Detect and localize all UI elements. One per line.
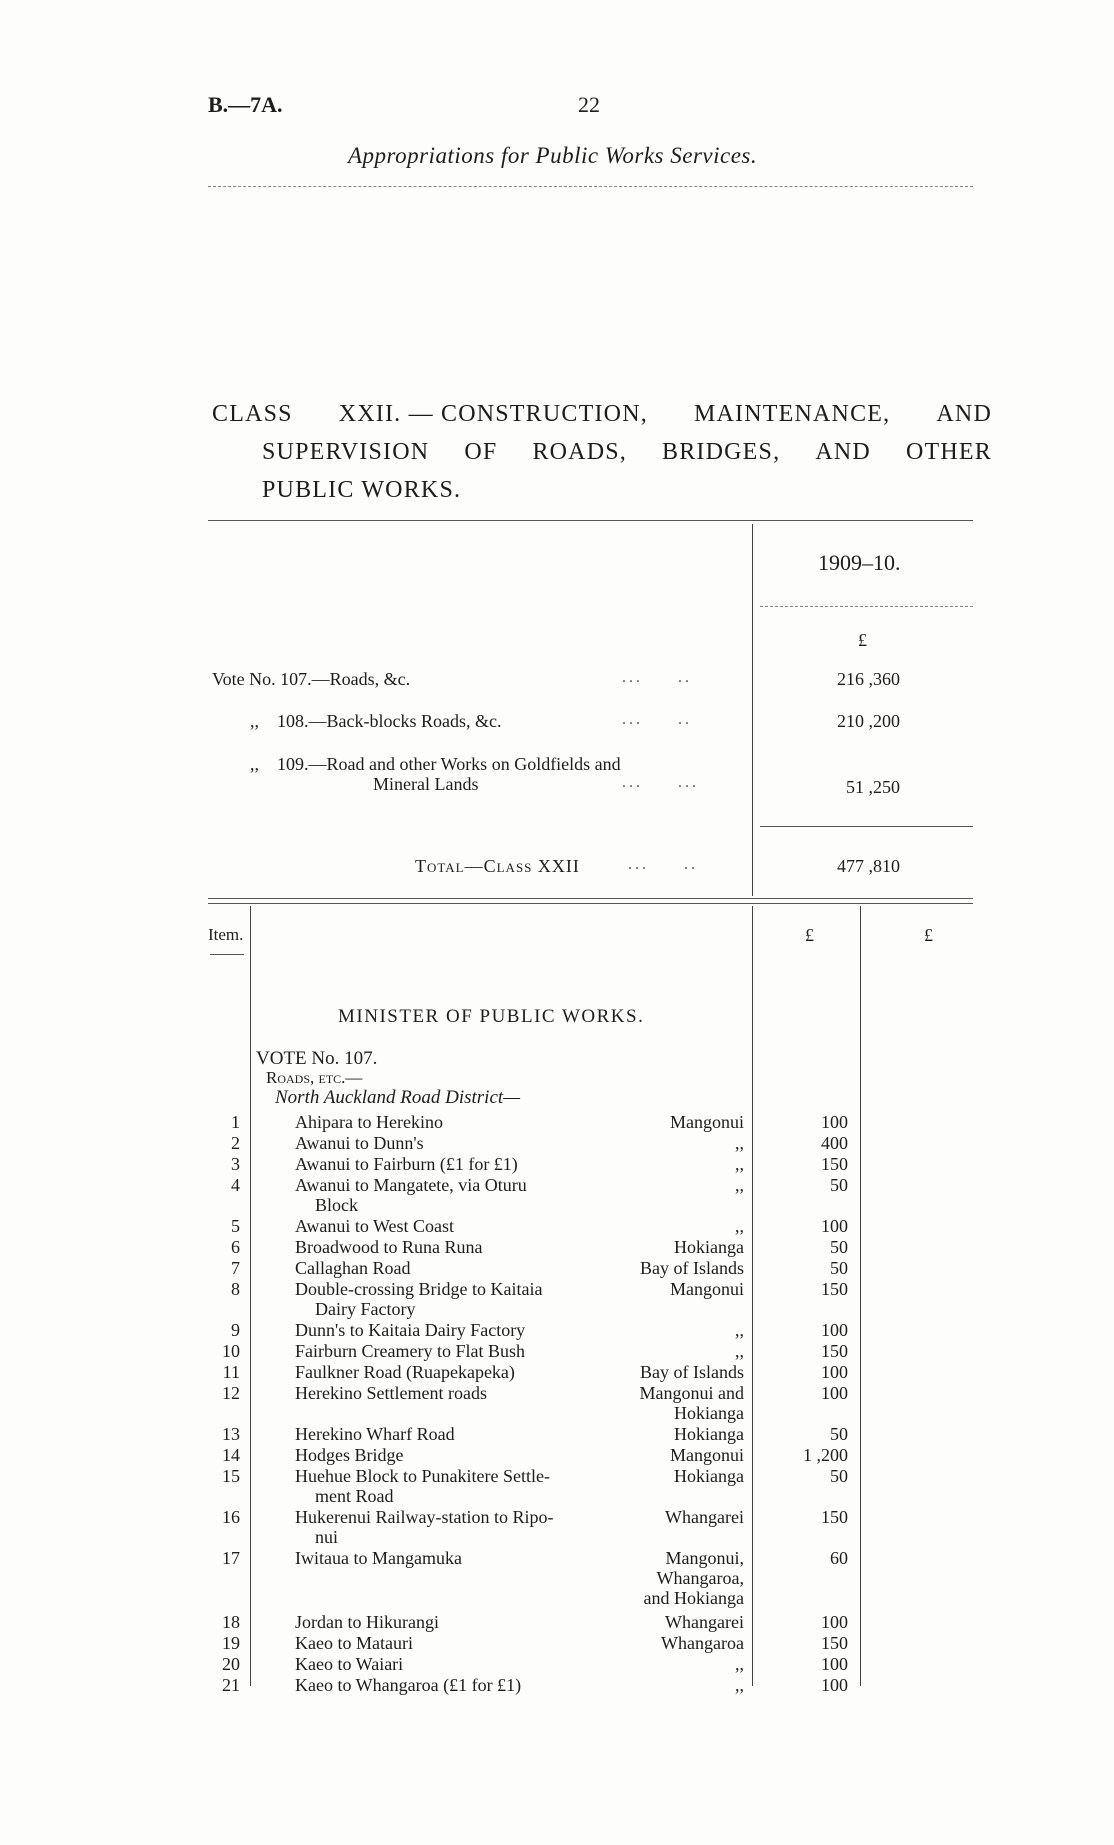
leader-dots: ... .. bbox=[622, 669, 692, 686]
item-district-line: Mangonui bbox=[670, 1112, 744, 1132]
vote-109-line bbox=[250, 754, 621, 775]
total-amount: 477 ,810 bbox=[837, 856, 900, 876]
vote-108-line bbox=[250, 711, 501, 732]
item-amount: 150 bbox=[821, 1341, 848, 1361]
item-amount: 150 bbox=[821, 1279, 848, 1299]
item-district-line: ,, bbox=[735, 1675, 744, 1695]
page-number: 22 bbox=[578, 92, 600, 117]
item-description bbox=[295, 1633, 607, 1653]
item-description-text: Herekino Settlement roads bbox=[295, 1383, 487, 1403]
header-rule bbox=[208, 186, 973, 187]
item-district bbox=[600, 1507, 744, 1527]
item-number: 15 bbox=[222, 1466, 240, 1486]
item-number: 8 bbox=[231, 1279, 240, 1299]
item-district-line: ,, bbox=[735, 1320, 744, 1340]
item-number: 4 bbox=[231, 1175, 240, 1195]
item-description bbox=[295, 1112, 607, 1132]
page-title: Appropriations for Public Works Services. bbox=[348, 143, 758, 168]
heading-word: OF bbox=[464, 439, 498, 465]
heading-word: XXII. — CONSTRUCTION, bbox=[338, 401, 648, 427]
item-description-text: Herekino Wharf Road bbox=[295, 1424, 455, 1444]
minister-heading: MINISTER OF PUBLIC WORKS. bbox=[338, 1006, 645, 1027]
item-district bbox=[600, 1258, 744, 1278]
total-label: Total—Class XXII bbox=[415, 856, 580, 876]
item-description-text: Iwitaua to Mangamuka bbox=[295, 1548, 462, 1568]
vote-prefix: ,, bbox=[250, 711, 259, 731]
item-number: 6 bbox=[231, 1237, 240, 1257]
class-heading bbox=[212, 395, 992, 509]
item-amount: 100 bbox=[821, 1675, 848, 1695]
heading-word: CLASS bbox=[212, 401, 293, 427]
summary-year: 1909–10. bbox=[818, 550, 901, 575]
item-number: 16 bbox=[222, 1507, 240, 1527]
item-description bbox=[295, 1258, 607, 1278]
item-description bbox=[295, 1548, 607, 1568]
item-description-text: Awanui to Fairburn (£1 for £1) bbox=[295, 1154, 518, 1174]
item-description bbox=[295, 1654, 607, 1674]
vote-number: 109. bbox=[277, 754, 309, 774]
item-amount: 150 bbox=[821, 1633, 848, 1653]
item-header-underline bbox=[210, 954, 244, 955]
item-amount: 100 bbox=[821, 1612, 848, 1632]
item-number: 5 bbox=[231, 1216, 240, 1236]
vote-number: 108. bbox=[277, 711, 309, 731]
item-description bbox=[295, 1445, 607, 1465]
item-number: 18 bbox=[222, 1612, 240, 1632]
leader-dots: ... .. bbox=[628, 856, 698, 873]
item-description bbox=[295, 1133, 607, 1153]
item-district-line: ,, bbox=[735, 1216, 744, 1236]
vote-label: —Back-blocks Roads, &c. bbox=[308, 711, 502, 731]
item-amount: 100 bbox=[821, 1216, 848, 1236]
heading-word: SUPERVISION bbox=[262, 439, 430, 465]
item-amount: 50 bbox=[830, 1466, 848, 1486]
item-district-line: ,, bbox=[735, 1154, 744, 1174]
item-number: 2 bbox=[231, 1133, 240, 1153]
item-district bbox=[600, 1612, 744, 1632]
item-district-line: Whangaroa bbox=[661, 1633, 744, 1653]
heading-word: ROADS, bbox=[532, 439, 627, 465]
item-district bbox=[600, 1341, 744, 1361]
item-district bbox=[600, 1279, 744, 1299]
item-number: 20 bbox=[222, 1654, 240, 1674]
item-description-text: Awanui to Dunn's bbox=[295, 1133, 424, 1153]
item-district-line: ,, bbox=[735, 1654, 744, 1674]
item-number: 21 bbox=[222, 1675, 240, 1695]
vote-109-amount: 51 ,250 bbox=[846, 777, 900, 797]
item-description-text: Hukerenui Railway-station to Ripo- bbox=[295, 1507, 554, 1527]
vote-107-amount: 216 ,360 bbox=[837, 669, 900, 689]
item-number: 9 bbox=[231, 1320, 240, 1340]
document-reference: B.—7A. bbox=[208, 92, 283, 117]
class-heading-line-3: PUBLIC WORKS. bbox=[262, 477, 462, 503]
item-amount: 100 bbox=[821, 1654, 848, 1674]
item-amount: 50 bbox=[830, 1258, 848, 1278]
item-description-text: Kaeo to Whangaroa (£1 for £1) bbox=[295, 1675, 522, 1695]
item-amount: 60 bbox=[830, 1548, 848, 1568]
item-description-text: Dunn's to Kaitaia Dairy Factory bbox=[295, 1320, 526, 1340]
item-description bbox=[295, 1424, 607, 1444]
item-district-line: Bay of Islands bbox=[640, 1258, 744, 1278]
summary-currency: £ bbox=[858, 630, 867, 650]
leader-dots: ... ... bbox=[622, 774, 699, 791]
item-amount: 50 bbox=[830, 1237, 848, 1257]
vote-107-line bbox=[212, 669, 410, 690]
amount-column-divider bbox=[752, 906, 753, 1686]
class-heading-line-1 bbox=[212, 395, 992, 433]
item-district bbox=[600, 1445, 744, 1465]
item-district-line: Whangaroa, bbox=[656, 1568, 744, 1588]
heading-word: BRIDGES, bbox=[662, 439, 781, 465]
item-district bbox=[600, 1237, 744, 1257]
vote-number: 107. bbox=[280, 669, 312, 689]
item-district-line: Hokianga bbox=[674, 1237, 744, 1257]
item-description bbox=[295, 1154, 607, 1174]
item-district bbox=[600, 1466, 744, 1486]
item-description bbox=[295, 1341, 607, 1361]
item-column-divider bbox=[250, 906, 251, 1686]
item-district bbox=[600, 1175, 744, 1195]
heading-word: AND bbox=[936, 401, 992, 427]
item-district-line: Bay of Islands bbox=[640, 1362, 744, 1382]
item-description-text: Hodges Bridge bbox=[295, 1445, 404, 1465]
item-district bbox=[600, 1216, 744, 1236]
item-number: 11 bbox=[222, 1362, 240, 1382]
item-description-text: Double-crossing Bridge to Kaitaia bbox=[295, 1279, 543, 1299]
item-number: 10 bbox=[222, 1341, 240, 1361]
item-description bbox=[295, 1362, 607, 1382]
item-district bbox=[600, 1362, 744, 1382]
district-heading: North Auckland Road District— bbox=[275, 1087, 521, 1108]
item-number: 12 bbox=[222, 1383, 240, 1403]
vote-prefix: ,, bbox=[250, 754, 259, 774]
heading-word: AND bbox=[815, 439, 871, 465]
heading-word: OTHER bbox=[905, 439, 992, 465]
item-amount: 100 bbox=[821, 1112, 848, 1132]
item-description bbox=[295, 1383, 607, 1403]
item-district-line: Hokianga bbox=[674, 1403, 744, 1423]
item-district bbox=[600, 1112, 744, 1132]
class-heading-line-2 bbox=[212, 433, 992, 471]
item-description-text: Kaeo to Waiari bbox=[295, 1654, 404, 1674]
item-district-line: ,, bbox=[735, 1341, 744, 1361]
item-number: 17 bbox=[222, 1548, 240, 1568]
item-description bbox=[295, 1507, 607, 1547]
summary-top-rule bbox=[208, 520, 973, 521]
vote-108-amount: 210 ,200 bbox=[837, 711, 900, 731]
item-description-text: Kaeo to Matauri bbox=[295, 1633, 413, 1653]
total-column-divider bbox=[860, 906, 861, 1686]
item-number: 3 bbox=[231, 1154, 240, 1174]
vote-label: —Roads, &c. bbox=[311, 669, 411, 689]
item-description-text: Jordan to Hikurangi bbox=[295, 1612, 439, 1632]
item-district bbox=[600, 1633, 744, 1653]
item-description-text: Awanui to West Coast bbox=[295, 1216, 455, 1236]
item-description-text: Broadwood to Runa Runa bbox=[295, 1237, 483, 1257]
item-description-continuation: nui bbox=[315, 1527, 339, 1547]
item-amount: 50 bbox=[830, 1424, 848, 1444]
item-number: 1 bbox=[231, 1112, 240, 1132]
item-district-line: Whangarei bbox=[665, 1612, 744, 1632]
item-amount: 150 bbox=[821, 1507, 848, 1527]
item-district bbox=[600, 1675, 744, 1695]
item-district bbox=[600, 1154, 744, 1174]
year-underline bbox=[760, 606, 973, 607]
roads-heading: Roads, etc.— bbox=[266, 1068, 363, 1087]
item-district-line: Hokianga bbox=[674, 1466, 744, 1486]
vote-prefix: Vote No. bbox=[212, 669, 276, 689]
summary-column-divider bbox=[752, 524, 753, 896]
item-amount: 100 bbox=[821, 1383, 848, 1403]
item-district-line: ,, bbox=[735, 1175, 744, 1195]
item-number: 7 bbox=[231, 1258, 240, 1278]
item-district-line: Mangonui bbox=[670, 1445, 744, 1465]
item-district-line: Mangonui, bbox=[665, 1548, 744, 1568]
item-description-continuation: Dairy Factory bbox=[315, 1299, 416, 1319]
item-description bbox=[295, 1216, 607, 1236]
total-currency: £ bbox=[924, 925, 933, 945]
item-amount: 50 bbox=[830, 1175, 848, 1195]
item-amount: 100 bbox=[821, 1320, 848, 1340]
item-description-text: Fairburn Creamery to Flat Bush bbox=[295, 1341, 525, 1361]
item-district-line: Mangonui bbox=[670, 1279, 744, 1299]
item-district-line: and Hokianga bbox=[643, 1588, 744, 1608]
total-rule bbox=[760, 826, 973, 827]
item-number: 14 bbox=[222, 1445, 240, 1465]
item-description-continuation: ment Road bbox=[315, 1486, 394, 1506]
item-district-line: ,, bbox=[735, 1133, 744, 1153]
summary-bottom-rule bbox=[208, 898, 973, 899]
vote-number-heading: VOTE No. 107. bbox=[256, 1048, 378, 1069]
item-description-text: Awanui to Mangatete, via Oturu bbox=[295, 1175, 527, 1195]
item-number: 19 bbox=[222, 1633, 240, 1653]
item-district-line: Mangonui and bbox=[639, 1383, 744, 1403]
item-description-text: Faulkner Road (Ruapekapeka) bbox=[295, 1362, 515, 1382]
item-district bbox=[600, 1133, 744, 1153]
item-description-continuation: Block bbox=[315, 1195, 358, 1215]
item-description-text: Huehue Block to Punakitere Settle- bbox=[295, 1466, 550, 1486]
leader-dots: ... .. bbox=[622, 711, 692, 728]
item-district bbox=[600, 1383, 744, 1423]
item-column-header: Item. bbox=[208, 925, 244, 944]
item-amount: 100 bbox=[821, 1362, 848, 1382]
vote-label: —Road and other Works on Goldfields and bbox=[308, 754, 621, 774]
item-district bbox=[600, 1548, 744, 1608]
item-district bbox=[600, 1424, 744, 1444]
item-description bbox=[295, 1279, 607, 1319]
heading-word: MAINTENANCE, bbox=[693, 401, 891, 427]
item-description bbox=[295, 1466, 607, 1506]
item-description bbox=[295, 1237, 607, 1257]
vote-109-line-2: Mineral Lands bbox=[373, 774, 479, 794]
item-description bbox=[295, 1675, 607, 1695]
item-district-line: Whangarei bbox=[665, 1507, 744, 1527]
item-district bbox=[600, 1320, 744, 1340]
item-description-text: Ahipara to Herekino bbox=[295, 1112, 443, 1132]
item-amount: 400 bbox=[821, 1133, 848, 1153]
item-description bbox=[295, 1612, 607, 1632]
item-description bbox=[295, 1175, 607, 1215]
item-amount: 1 ,200 bbox=[803, 1445, 848, 1465]
item-number: 13 bbox=[222, 1424, 240, 1444]
amount-currency: £ bbox=[805, 925, 814, 945]
summary-bottom-rule-2 bbox=[208, 903, 973, 904]
item-description bbox=[295, 1320, 607, 1340]
item-description-text: Callaghan Road bbox=[295, 1258, 411, 1278]
item-amount: 150 bbox=[821, 1154, 848, 1174]
item-district-line: Hokianga bbox=[674, 1424, 744, 1444]
item-district bbox=[600, 1654, 744, 1674]
